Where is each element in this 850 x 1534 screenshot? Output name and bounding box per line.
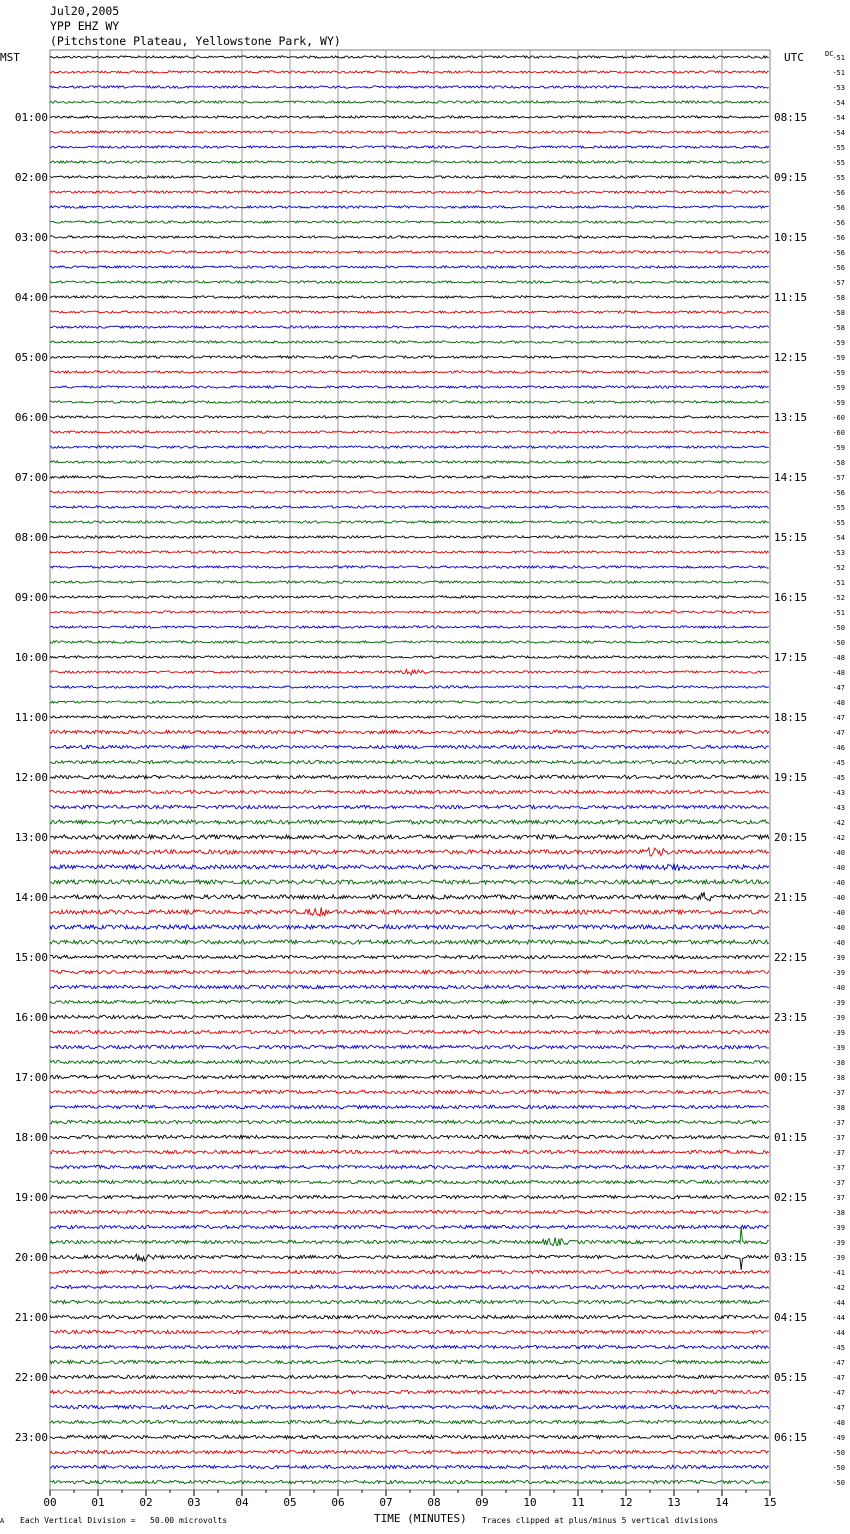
dc-offset-labels [832, 54, 845, 1487]
dc-offset-label: -54 [832, 114, 845, 122]
x-tick-label: 10 [523, 1496, 537, 1509]
dc-offset-label: -39 [832, 1044, 845, 1052]
trace-row [50, 1375, 769, 1378]
trace-row [50, 536, 769, 538]
x-tick-label: 06 [331, 1496, 345, 1509]
trace-row [50, 1285, 769, 1288]
dc-offset-label: -51 [832, 54, 845, 62]
trace-row [50, 566, 769, 568]
dc-offset-label: -60 [832, 429, 845, 437]
clip-note: Traces clipped at plus/minus 5 vertical divisions [482, 1516, 719, 1525]
dc-offset-label: -37 [832, 1119, 845, 1127]
trace-row [50, 206, 769, 208]
dc-offset-label: -51 [832, 609, 845, 617]
utc-hour-label: 18:15 [774, 711, 808, 724]
trace-row [50, 864, 769, 871]
mst-hour-label: 11:00 [14, 711, 48, 724]
dc-offset-label: -54 [832, 129, 845, 137]
utc-hour-label: 08:15 [774, 111, 808, 124]
trace-row [50, 311, 769, 313]
x-tick-label: 15 [763, 1496, 777, 1509]
trace-row [50, 1390, 769, 1393]
x-axis-title: TIME (MINUTES) [374, 1512, 467, 1525]
dc-offset-label: -40 [832, 864, 845, 872]
dc-offset-label: -47 [832, 714, 845, 722]
mst-hour-label: 17:00 [14, 1071, 48, 1084]
trace-row [50, 1254, 769, 1270]
dc-offset-label: -55 [832, 144, 845, 152]
dc-offset-label: -56 [832, 249, 845, 257]
x-axis [43, 1490, 776, 1509]
trace-row [50, 461, 769, 463]
dc-label: DC [825, 50, 834, 58]
dc-offset-label: -53 [832, 84, 845, 92]
dc-offset-label: -48 [832, 1419, 845, 1427]
trace-row [50, 880, 769, 884]
dc-offset-label: -40 [832, 879, 845, 887]
mst-hour-label: 07:00 [14, 471, 48, 484]
utc-hour-label: 11:15 [774, 291, 808, 304]
trace-row [50, 71, 769, 73]
trace-row [50, 955, 769, 958]
trace-row [50, 341, 769, 343]
mst-hour-label: 21:00 [14, 1311, 48, 1324]
dc-offset-label: -38 [832, 1059, 845, 1067]
dc-offset-label: -45 [832, 1344, 845, 1352]
trace-row [50, 1420, 769, 1423]
utc-hour-label: 19:15 [774, 771, 808, 784]
trace-row [50, 1165, 769, 1168]
dc-offset-label: -45 [832, 774, 845, 782]
trace-row [50, 1227, 769, 1246]
dc-offset-label: -47 [832, 1374, 845, 1382]
trace-row [50, 86, 769, 88]
trace-row [50, 1195, 769, 1198]
mst-hour-label: 14:00 [14, 891, 48, 904]
trace-row [50, 805, 769, 808]
dc-offset-label: -42 [832, 834, 845, 842]
utc-hour-label: 12:15 [774, 351, 808, 364]
dc-offset-label: -59 [832, 399, 845, 407]
trace-row [50, 656, 769, 658]
dc-offset-label: -39 [832, 1224, 845, 1232]
trace-row [50, 161, 769, 163]
plot-frame [50, 50, 770, 1490]
utc-hour-label: 09:15 [774, 171, 808, 184]
trace-row [50, 416, 769, 418]
utc-hour-label: 22:15 [774, 951, 808, 964]
x-tick-label: 01 [91, 1496, 105, 1509]
x-tick-label: 07 [379, 1496, 393, 1509]
trace-row [50, 686, 769, 688]
dc-offset-label: -40 [832, 939, 845, 947]
trace-row [50, 907, 769, 916]
dc-offset-label: -56 [832, 489, 845, 497]
utc-hour-label: 17:15 [774, 651, 808, 664]
utc-hour-label: 04:15 [774, 1311, 808, 1324]
trace-row [50, 251, 769, 253]
utc-hour-label: 01:15 [774, 1131, 808, 1144]
trace-row [50, 1330, 769, 1333]
trace-row [50, 176, 769, 178]
dc-offset-label: -40 [832, 924, 845, 932]
dc-offset-label: -39 [832, 1014, 845, 1022]
utc-hour-labels [774, 111, 807, 1444]
mst-hour-label: 20:00 [14, 1251, 48, 1264]
trace-row [50, 431, 769, 433]
trace-row [50, 716, 769, 718]
trace-row [50, 1465, 769, 1468]
trace-row [50, 970, 769, 973]
mst-hour-label: 23:00 [14, 1431, 48, 1444]
dc-offset-label: -55 [832, 174, 845, 182]
dc-offset-label: -55 [832, 504, 845, 512]
dc-offset-label: -54 [832, 534, 845, 542]
dc-offset-label: -44 [832, 1299, 845, 1307]
mst-hour-label: 16:00 [14, 1011, 48, 1024]
dc-offset-label: -58 [832, 324, 845, 332]
trace-row [50, 1225, 769, 1228]
trace-row [50, 1450, 769, 1453]
trace-row [50, 221, 769, 223]
trace-row [50, 476, 769, 478]
dc-offset-label: -58 [832, 459, 845, 467]
trace-row [50, 1045, 769, 1048]
trace-row [50, 116, 769, 118]
trace-row [50, 1120, 769, 1123]
x-tick-label: 03 [187, 1496, 201, 1509]
trace-row [50, 611, 769, 613]
dc-offset-label: -52 [832, 564, 845, 572]
dc-offset-label: -48 [832, 654, 845, 662]
dc-offset-label: -51 [832, 579, 845, 587]
x-tick-label: 13 [667, 1496, 681, 1509]
dc-offset-label: -56 [832, 189, 845, 197]
trace-row [50, 506, 769, 508]
trace-row [50, 296, 769, 298]
mst-hour-label: 10:00 [14, 651, 48, 664]
dc-offset-label: -39 [832, 969, 845, 977]
mst-hour-labels [15, 111, 48, 1444]
dc-offset-label: -50 [832, 1449, 845, 1457]
utc-hour-label: 21:15 [774, 891, 808, 904]
trace-row [50, 1075, 769, 1078]
trace-row [50, 521, 769, 523]
mst-hour-label: 18:00 [14, 1131, 48, 1144]
dc-offset-label: -50 [832, 639, 845, 647]
trace-row [50, 401, 769, 403]
x-tick-label: 04 [235, 1496, 249, 1509]
dc-offset-label: -47 [832, 1389, 845, 1397]
dc-offset-label: -49 [832, 1434, 845, 1442]
dc-offset-label: -53 [832, 549, 845, 557]
dc-offset-label: -47 [832, 1359, 845, 1367]
trace-row [50, 581, 769, 583]
dc-offset-label: -46 [832, 744, 845, 752]
utc-hour-label: 20:15 [774, 831, 808, 844]
trace-row [50, 101, 769, 103]
trace-row [50, 641, 769, 643]
dc-offset-label: -59 [832, 339, 845, 347]
dc-offset-label: -37 [832, 1149, 845, 1157]
dc-offset-label: -57 [832, 279, 845, 287]
dc-offset-label: -50 [832, 624, 845, 632]
dc-offset-label: -44 [832, 1329, 845, 1337]
trace-row [50, 236, 769, 238]
trace-row [50, 835, 769, 839]
dc-offset-label: -59 [832, 369, 845, 377]
dc-offset-label: -38 [832, 1074, 845, 1082]
scale-note: Each Vertical Division = 50.00 microvolts [20, 1516, 228, 1525]
trace-row [50, 326, 769, 328]
dc-offset-label: -37 [832, 1179, 845, 1187]
trace-row [50, 1405, 769, 1408]
dc-offset-label: -39 [832, 1029, 845, 1037]
mst-hour-label: 03:00 [14, 231, 48, 244]
mst-hour-label: 05:00 [14, 351, 48, 364]
trace-row [50, 1360, 769, 1363]
chart-date: Jul20,2005 [50, 4, 120, 18]
utc-hour-label: 06:15 [774, 1431, 808, 1444]
utc-hour-label: 16:15 [774, 591, 808, 604]
dc-offset-label: -60 [832, 414, 845, 422]
trace-row [50, 730, 769, 733]
x-tick-label: 08 [427, 1496, 441, 1509]
trace-row [50, 446, 769, 448]
trace-row [50, 790, 769, 793]
dc-offset-label: -37 [832, 1194, 845, 1202]
mst-hour-label: 15:00 [14, 951, 48, 964]
station-code: YPP EHZ WY [50, 19, 120, 33]
dc-offset-label: -43 [832, 789, 845, 797]
dc-offset-label: -54 [832, 99, 845, 107]
trace-row [50, 266, 769, 268]
trace-row [50, 940, 769, 944]
dc-offset-label: -48 [832, 669, 845, 677]
dc-offset-label: -37 [832, 1164, 845, 1172]
trace-row [50, 386, 769, 388]
dc-offset-label: -39 [832, 1239, 845, 1247]
trace-row [50, 596, 769, 598]
mst-hour-label: 01:00 [14, 111, 48, 124]
trace-row [50, 281, 769, 283]
trace-row [50, 1135, 769, 1138]
x-tick-label: 14 [715, 1496, 729, 1509]
dc-offset-label: -38 [832, 1104, 845, 1112]
x-tick-label: 00 [43, 1496, 57, 1509]
dc-offset-label: -44 [832, 1314, 845, 1322]
dc-offset-label: -58 [832, 294, 845, 302]
time-grid [50, 50, 770, 1490]
utc-hour-label: 14:15 [774, 471, 808, 484]
dc-offset-label: -47 [832, 684, 845, 692]
trace-row [50, 1060, 769, 1063]
dc-offset-label: -41 [832, 1269, 845, 1277]
dc-offset-label: -39 [832, 999, 845, 1007]
utc-hour-label: 10:15 [774, 231, 808, 244]
dc-offset-label: -56 [832, 234, 845, 242]
dc-offset-label: -55 [832, 519, 845, 527]
dc-offset-label: -48 [832, 699, 845, 707]
mst-hour-label: 02:00 [14, 171, 48, 184]
trace-row [50, 1000, 769, 1003]
x-tick-label: 02 [139, 1496, 153, 1509]
mst-hour-label: 09:00 [14, 591, 48, 604]
trace-row [50, 985, 769, 988]
utc-hour-label: 02:15 [774, 1191, 808, 1204]
dc-offset-label: -59 [832, 354, 845, 362]
dc-offset-label: -55 [832, 159, 845, 167]
dc-offset-label: -37 [832, 1134, 845, 1142]
utc-hour-label: 05:15 [774, 1371, 808, 1384]
dc-offset-label: -58 [832, 309, 845, 317]
dc-offset-label: -40 [832, 849, 845, 857]
trace-row [50, 1150, 769, 1153]
dc-offset-label: -47 [832, 729, 845, 737]
trace-row [50, 1210, 769, 1213]
trace-row [50, 56, 769, 58]
trace-row [50, 775, 769, 778]
dc-offset-label: -42 [832, 819, 845, 827]
dc-offset-label: -45 [832, 759, 845, 767]
dc-offset-label: -39 [832, 954, 845, 962]
trace-row [50, 745, 769, 748]
dc-offset-label: -40 [832, 984, 845, 992]
trace-row [50, 669, 769, 675]
mst-hour-label: 12:00 [14, 771, 48, 784]
trace-row [50, 925, 769, 929]
trace-row [50, 626, 769, 628]
trace-row [50, 1180, 769, 1183]
mst-label: MST [0, 51, 20, 64]
utc-hour-label: 13:15 [774, 411, 808, 424]
dc-offset-label: -40 [832, 894, 845, 902]
trace-row [50, 1030, 769, 1033]
dc-offset-label: -52 [832, 594, 845, 602]
utc-hour-label: 15:15 [774, 531, 808, 544]
dc-offset-label: -51 [832, 69, 845, 77]
utc-hour-label: 23:15 [774, 1011, 808, 1024]
trace-row [50, 701, 769, 703]
dc-offset-label: -56 [832, 219, 845, 227]
mst-hour-label: 08:00 [14, 531, 48, 544]
mst-hour-label: 06:00 [14, 411, 48, 424]
trace-row [50, 820, 769, 824]
dc-offset-label: -50 [832, 1479, 845, 1487]
x-tick-label: 11 [571, 1496, 585, 1509]
mst-hour-label: 19:00 [14, 1191, 48, 1204]
dc-offset-label: -42 [832, 1284, 845, 1292]
trace-row [50, 551, 769, 553]
dc-offset-label: -57 [832, 474, 845, 482]
dc-offset-label: -59 [832, 444, 845, 452]
trace-row [50, 491, 769, 493]
trace-row [50, 848, 769, 856]
trace-row [50, 146, 769, 148]
x-tick-label: 09 [475, 1496, 489, 1509]
dc-offset-label: -47 [832, 1404, 845, 1412]
trace-row [50, 371, 769, 373]
trace-row [50, 1435, 769, 1438]
trace-row [50, 131, 769, 133]
trace-row [50, 356, 769, 358]
corner-mark: A [0, 1517, 5, 1525]
dc-offset-label: -50 [832, 1464, 845, 1472]
utc-label: UTC [784, 51, 804, 64]
station-location: (Pitchstone Plateau, Yellowstone Park, WY) [50, 34, 341, 48]
trace-row [50, 1315, 769, 1318]
trace-row [50, 1105, 769, 1108]
trace-row [50, 892, 769, 901]
dc-offset-label: -38 [832, 1209, 845, 1217]
dc-offset-label: -39 [832, 1254, 845, 1262]
x-tick-label: 05 [283, 1496, 297, 1509]
trace-row [50, 1090, 769, 1093]
trace-row [50, 191, 769, 193]
dc-offset-label: -43 [832, 804, 845, 812]
dc-offset-label: -56 [832, 204, 845, 212]
trace-row [50, 1015, 769, 1018]
utc-hour-label: 03:15 [774, 1251, 808, 1264]
mst-hour-label: 13:00 [14, 831, 48, 844]
dc-offset-label: -56 [832, 264, 845, 272]
mst-hour-label: 04:00 [14, 291, 48, 304]
trace-row [50, 1345, 769, 1348]
utc-hour-label: 00:15 [774, 1071, 808, 1084]
trace-row [50, 1480, 769, 1483]
mst-hour-label: 22:00 [14, 1371, 48, 1384]
trace-rows [50, 56, 769, 1484]
trace-row [50, 760, 769, 763]
dc-offset-label: -37 [832, 1089, 845, 1097]
trace-row [50, 1300, 769, 1303]
dc-offset-label: -40 [832, 909, 845, 917]
x-tick-label: 12 [619, 1496, 633, 1509]
dc-offset-label: -59 [832, 384, 845, 392]
trace-row [50, 1270, 769, 1273]
